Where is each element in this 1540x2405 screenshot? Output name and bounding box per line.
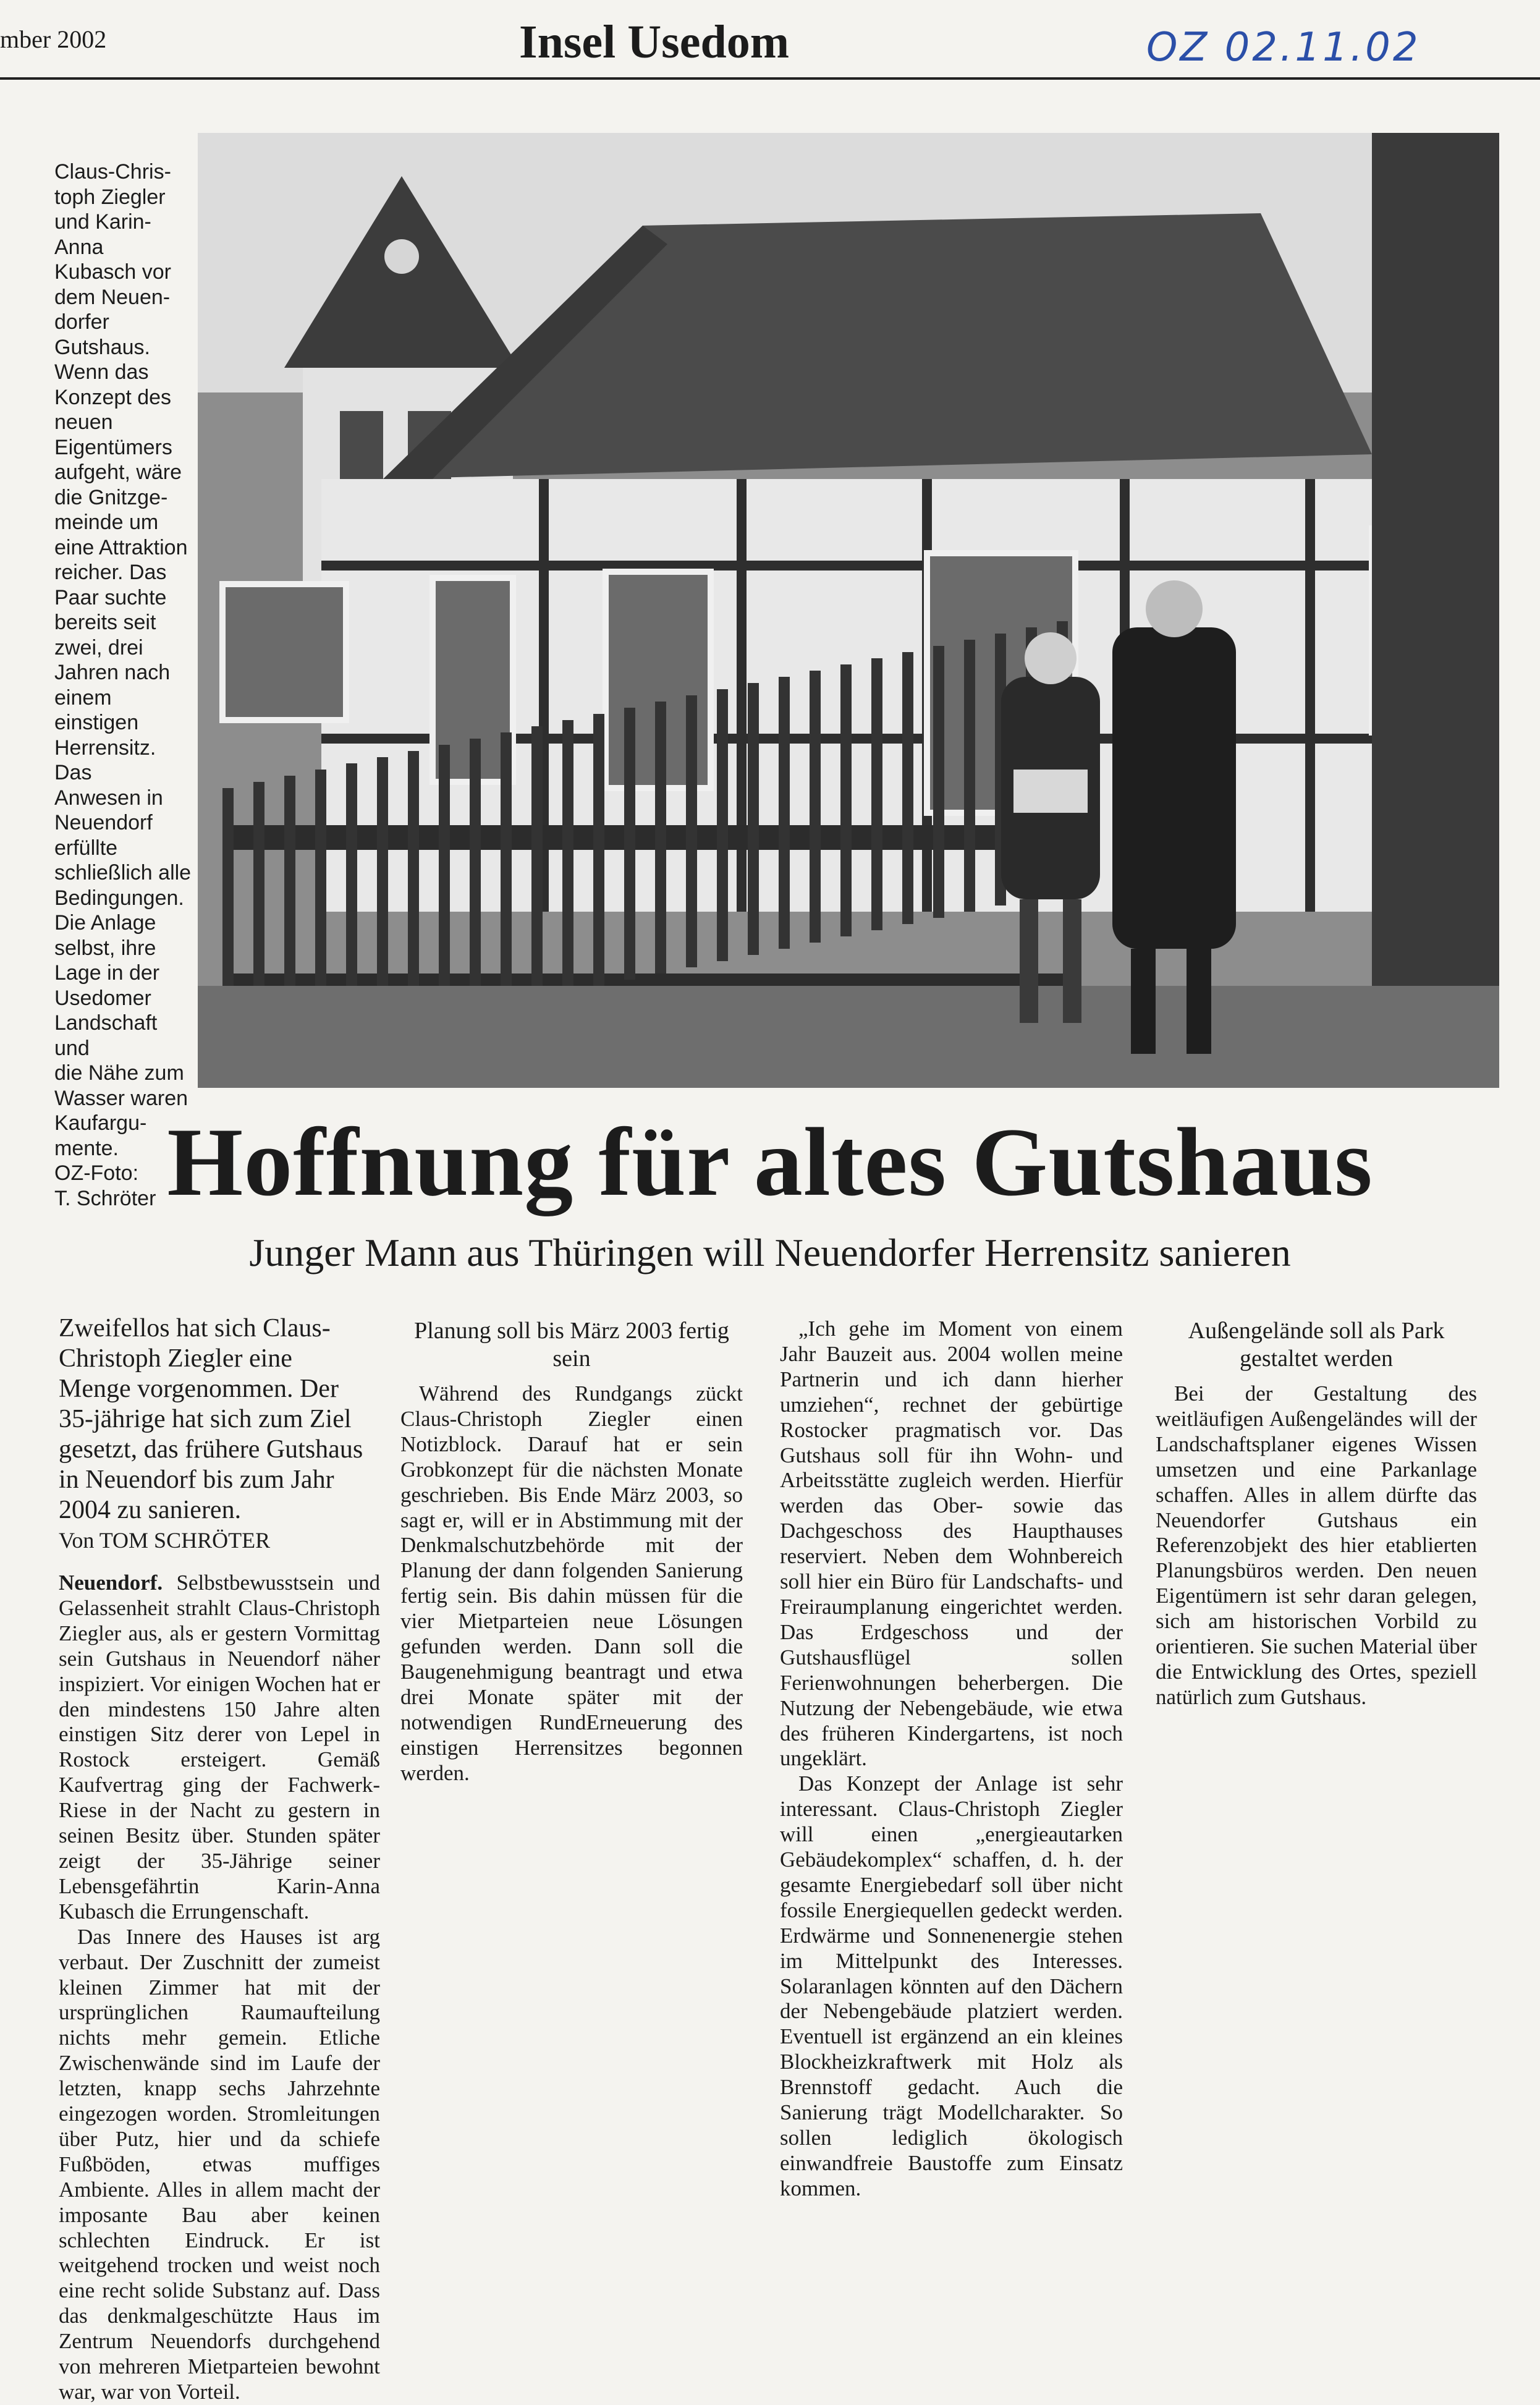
byline: Von TOM SCHRÖTER xyxy=(59,1528,271,1553)
manor-house-photo xyxy=(198,133,1499,1088)
paragraph-1-text: Selbstbewusstsein und Gelassenheit strahlt Claus-Christoph Ziegler aus, als er gestern Vormittag sein Gutshaus in Neuendorf näher inspiziert. Vor einigen Wochen hat er den mindestens 150 Jahre alten einstigen Sitz derer von Lepel in Rostock ersteigert. Gemäß Kaufvertrag ging der Fachwerk-Riese in der Nacht zu gestern in seinen Besitz über. Stunden später zeigt der 35-Jährige seiner Lebensgefährtin Karin-Anna Kubasch die Errungenschaft. xyxy=(59,1571,380,1924)
lead-text: Zweifellos hat sich Claus-Christoph Ziegler eine Menge vorgenommen. Der 35-jährige hat sich zum Ziel gesetzt, das frühere Gutshaus in Neuendorf bis zum Jahr 2004 zu sanieren. xyxy=(59,1314,363,1524)
article-subheadline: Junger Mann aus Thüringen will Neuendorfer Herrensitz sanieren xyxy=(249,1231,1291,1275)
subhead-planning: Planung soll bis März 2003 fertig sein xyxy=(414,1318,729,1372)
article-headline: Hoffnung für altes Gutshaus xyxy=(167,1108,1373,1216)
section-title: Insel Usedom xyxy=(519,16,790,68)
paragraph-2: Das Innere des Hauses ist arg verbaut. Der Zuschnitt der zumeist kleinen Zimmer hat mit der ursprünglichen Raumaufteilung nichts mehr gemein. Etliche Zwischenwände sind im Laufe der letzten, knapp sechs Jahrzehnte eingezogen worden. Stromleitungen über Putz, hier und da schiefe Fußböden, etwas muffiges Ambiente. Alles in allem macht der imposante Bau aber keinen schlechten Eindruck. Er ist weitgehend trocken und weist noch eine recht solide Substanz auf. Dass das denkmalgeschützte Haus im Zentrum Neuendorfs durchgehend von mehreren Mietparteien bewohnt war, war von Vorteil. xyxy=(59,1924,380,2404)
photo-caption: Claus-Chris- toph Ziegler und Karin-Anna Kubasch vor dem Neuen- dorfer Gutshaus. Wenn das Konzept des neuen Eigentümers aufgeht, wäre die Gnitzge- meinde um eine Attraktion reicher. Das Paar suchte bereits seit zwei, drei Jahren nach einem einstigen Herrensitz. Das Anwesen in Neuendorf erfüllte schließlich alle Bedingungen. Die Anlage selbst, ihre Lage in der Usedomer Landschaft und die Nähe zum Wasser waren Kaufargu- mente. OZ-Foto: T. Schröter xyxy=(54,160,192,1210)
article-column-2 xyxy=(400,1317,743,1786)
article-lead xyxy=(59,1313,368,1556)
header-rule xyxy=(0,77,1540,80)
article-column-1 xyxy=(59,1571,380,2404)
manor-house-illustration xyxy=(198,133,1499,1088)
article-column-4 xyxy=(1156,1317,1477,1710)
paragraph-1 xyxy=(59,1571,380,1925)
subhead-park: Außengelände soll als Park gestaltet werden xyxy=(1188,1318,1445,1372)
paragraph-4: „Ich gehe im Moment von einem Jahr Bauzeit aus. 2004 wollen meine Partnerin und ich dann hierher umziehen“, rechnet der gebürtige Rostocker pragmatisch vor. Das Gutshaus soll für ihn Wohn- und Arbeitsstätte zugleich werden. Hierfür werden das Ober- sowie das Dachgeschoss des Haupthauses reserviert. Neben dem Wohnbereich soll hier ein Büro für Landschafts- und Freiraumplanung eingerichtet werden. Das Erdgeschoss und der Gutshausflügel sollen Ferienwohnungen beherbergen. Die Nutzung der Nebengebäude, wie etwa des früheren Kindergartens, ist noch ungeklärt. xyxy=(780,1317,1123,1771)
paragraph-5: Das Konzept der Anlage ist sehr interessant. Claus-Christoph Ziegler will einen „energieautarken Gebäudekomplex“ schaffen, d. h. der gesamte Energiebedarf soll über nicht fossile Energiequellen gedeckt werden. Erdwärme und Sonnenenergie stehen im Mittelpunkt des Interesses. Solaranlagen könnten auf den Dächern der Nebengebäude platziert werden. Eventuell ist ergänzend an ein kleines Blockheizkraftwerk mit Holz als Brennstoff gedacht. Auch die Sanierung trägt Modellcharakter. So sollen lediglich ökologisch einwandfreie Baustoffe zum Einsatz kommen. xyxy=(780,1771,1123,2200)
dateline: Neuendorf. xyxy=(59,1571,163,1595)
article-column-3 xyxy=(780,1317,1123,2200)
handwritten-date-note: OZ 02.11.02 xyxy=(1146,25,1421,70)
paragraph-3: Während des Rundgangs zückt Claus-Christoph Ziegler einen Notizblock. Darauf hat er sein Grobkonzept für die nächsten Monate geschrieben. Bis Ende März 2003, so sagt er, will er in Abstimmung mit der Denkmalschutzbehörde mit der Planung der dann folgenden Sanierung fertig sein. Bis dahin müssen für die vier Mietparteien neue Lösungen gefunden werden. Dann soll die Baugenehmigung beantragt und etwa drei Monate später mit der notwendigen RundErneuerung des einstigen Herrensitzes begonnen werden. xyxy=(400,1381,743,1785)
issue-date-fragment: mber 2002 xyxy=(0,25,107,53)
paragraph-6: Bei der Gestaltung des weitläufigen Außengeländes will der Landschaftsplaner eigenes Wissen umsetzen und eine Parkanlage schaffen. Alles in allem dürfte das Neuendorfer Gutshaus ein Referenzobjekt des hier etablierten Planungsbüros werden. Den neuen Eigentümern ist sehr daran gelegen, sich am historischen Vorbild zu orientieren. Sie suchen Material über die Entwicklung des Ortes, speziell natürlich zum Gutshaus. xyxy=(1156,1381,1477,1709)
